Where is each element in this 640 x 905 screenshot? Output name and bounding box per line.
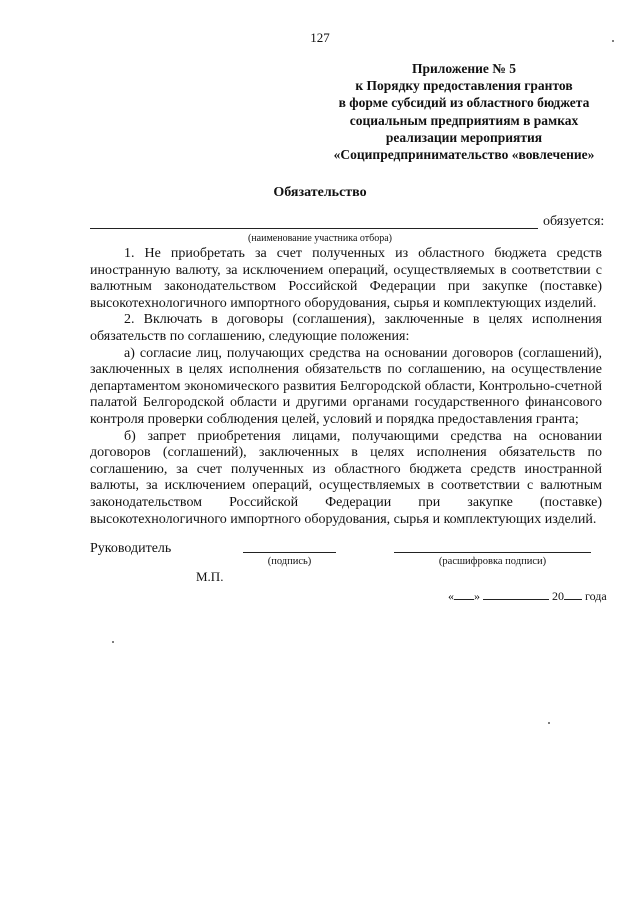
- signature-hint: (подпись): [267, 556, 312, 567]
- date-close-quote: »: [474, 589, 480, 603]
- year-word: года: [585, 589, 607, 603]
- obliges-text: обязуется:: [543, 214, 605, 229]
- stamp-place: М.П.: [196, 569, 224, 584]
- appendix-line: к Порядку предоставления грантов: [355, 78, 573, 94]
- date-century: 20: [552, 589, 564, 603]
- signature-line: [243, 552, 336, 553]
- date-line: [448, 589, 607, 604]
- scan-speck: [612, 40, 614, 42]
- appendix-line: в форме субсидий из областного бюджета: [338, 95, 590, 111]
- scan-speck: [548, 722, 550, 724]
- appendix-line: «Соципредпринимательство «вовлечение»: [333, 147, 595, 163]
- month-blank: [483, 589, 549, 600]
- date-open-quote: «: [448, 589, 454, 603]
- document-title: Обязательство: [273, 185, 367, 200]
- appendix-line: Приложение № 5: [412, 61, 516, 76]
- paragraph-2: 2. Включать в договоры (соглашения), заключенные в целях исполнения обязательств по соглашению, следующие положения:: [90, 312, 602, 344]
- signature-decode-hint: (расшифровка подписи): [438, 556, 547, 567]
- day-blank: [454, 589, 474, 600]
- paragraph-2a: а) согласие лиц, получающих средства на основании договоров (соглашений), заключенных в целях исполнения обязательств по соглашению, на осуществление департаментом экономического развития Белгородской области, Контрольно-счетной палатой Белгородской области и другими органами государственного финансового контроля проверки соблюдения целей, условий и порядка предоставления гранта;: [90, 345, 602, 427]
- year-blank: [564, 589, 582, 600]
- appendix-header: [318, 60, 610, 163]
- participant-name-hint: (наименование участника отбора): [248, 233, 392, 244]
- appendix-line: реализации мероприятия: [385, 129, 543, 145]
- scan-speck: [112, 641, 114, 643]
- page-number: 127: [310, 30, 330, 45]
- paragraph-1: 1. Не приобретать за счет полученных из областного бюджета средств иностранную валюту, за исключением операций, осуществляемых в соответствии с валютным законодательством Российской Федерации при закупке (поставке) высокотехнологичного импортного оборудования, сырья и комплектующих изделий.: [90, 246, 602, 311]
- paragraph-2b: б) запрет приобретения лицами, получающими средства на основании договоров (соглашений), заключенных в целях исполнения обязательств по соглашению, за счет полученных из областного бюджета средств иностранной валюты, за исключением операций, осуществляемых в соответствии с валютным законодательством Российской Федерации при закупке (поставке) высокотехнологичного импортного оборудования, сырья и комплектующих изделий.: [90, 428, 602, 527]
- signer-label: Руководитель: [90, 541, 172, 556]
- participant-name-line: [90, 228, 538, 229]
- signature-decode-line: [394, 552, 591, 553]
- appendix-line: социальным предприятиям в рамках: [349, 112, 579, 128]
- obligation-body: [90, 246, 602, 528]
